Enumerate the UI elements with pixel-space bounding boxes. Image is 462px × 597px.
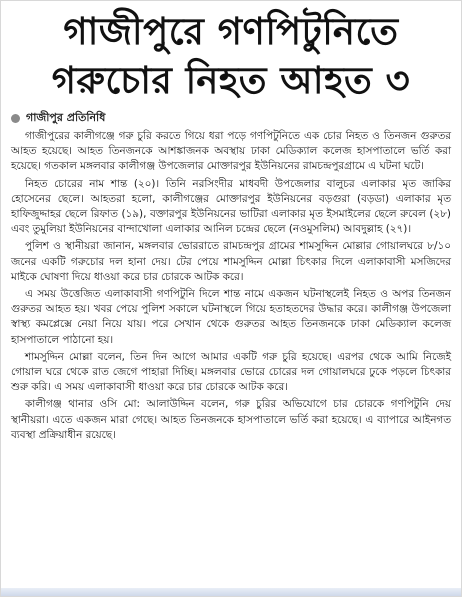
bullet-icon bbox=[11, 114, 20, 123]
headline-line-1: গাজীপুরে গণপিটুনিতে bbox=[63, 10, 399, 53]
byline-text: গাজীপুর প্রতিনিধি bbox=[26, 110, 106, 124]
paragraph: নিহত চোরের নাম শান্ত (২০)। তিনি নরসিংদীর মাধবদী উপজেলার বালুচর এলাকার মৃত জাকির হোসেনের ছেলে। আহতরা হলো, কালীগঞ্জের মোক্তারপুর ইউনিয়নের বড়গুরা (বড়ডা) এলাকার মৃত হাফিজুদ্দাহর ছেলে রিফাত (১৯), বক্তারপুর ইউনিয়নের ভাটিরা এলাকার মৃত ইসমাইলের ছেলে রুবেল (২৮) এবং তুমুলিয়া ইউনিয়নের বান্দাখোলা এলাকার আনিল চন্দ্রের ছেলে (নওমুসলিম) আবদুল্লাহ (২৭)। bbox=[11, 177, 451, 236]
paragraph: কালীগঞ্জ থানার ওসি মো: আলাউদ্দিন বলেন, গরু চুরির অভিযোগে চার চোরকে গণপিটুনি দেয় স্থানীয়রা। এতে একজন মারা গেছে। আহত তিনজনকে হাসপাতালে ভর্তি করা হয়েছে। এ ব্যাপারে আইনগত ব্যবস্থা প্রক্রিয়াধীন রয়েছে। bbox=[11, 398, 451, 441]
byline bbox=[11, 111, 461, 125]
paragraph: গাজীপুরের কালীগঞ্জে গরু চুরি করতে গিয়ে ধরা পড়ে গণপিটুনিতে এক চোর নিহত ও তিনজন গুরুতর আহত হয়েছে। আহত তিনজনকে আশঙ্কাজনক অবস্থায় ঢাকা মেডিক্যাল কলেজ হাসপাতালে ভর্তি করা হয়েছে। গতকাল মঙ্গলবার কালীগঞ্জ উপজেলার মোক্তারপুর ইউনিয়নের রামচন্দ্রপুরগ্রামে এ ঘটনা ঘটে। bbox=[11, 130, 451, 173]
paragraph: শামসুদ্দিন মোল্লা বলেন, তিন দিন আগে আমার একটি গরু চুরি হয়েছে। এরপর থেকে আমি নিজেই গোয়াল ঘরে থেকে রাত জেগে পাহারা দিচ্ছি। মঙ্গলবার ভোরে চোরের দল গোয়ালঘরে ঢুকে পড়লে চিৎকার শুরু করি। এ সময় এলাকাবাসী ধাওয়া করে চার চোরকে আটক করে। bbox=[11, 350, 451, 394]
headline bbox=[1, 7, 461, 105]
bottom-edge-band bbox=[1, 588, 461, 596]
paragraph: এ সময় উত্তেজিত এলাকাবাসী গণপিটুনি দিলে শান্ত নামে একজন ঘটনাস্থলেই নিহত ও অপর তিনজন গুরুতর আহত হয়। খবর পেয়ে পুলিশ সকালে ঘটনাস্থলে গিয়ে হতাহতদের উদ্ধার করে। কালীগঞ্জ উপজেলা স্বাস্থ্য কমপ্লেক্সে নেয়া নিয়ে যায়। পরে সেখান থেকে গুরুতর আহত তিনজনকে ঢাকা মেডিক্যাল কলেজ হাসপাতালে পাঠানো হয়। bbox=[11, 288, 451, 346]
paragraph: পুলিশ ও স্থানীয়রা জানান, মঙ্গলবার ভোররাতে রামচন্দ্রপুর গ্রামের শামসুদ্দিন মোল্লার গোয়ালঘরে ৮/১০ জনের একটি গরুচোর দল হানা দেয়। টের পেয়ে শামসুদ্দিন মোল্লা চিৎকার দিলে এলাকাবাসী মসজিদের মাইকে ঘোষণা দিয়ে ধাওয়া করে চার চোরকে আটক করে। bbox=[11, 240, 451, 283]
headline-line-2: গরুচোর নিহত আহত ৩ bbox=[51, 59, 411, 102]
article-body bbox=[11, 129, 451, 443]
